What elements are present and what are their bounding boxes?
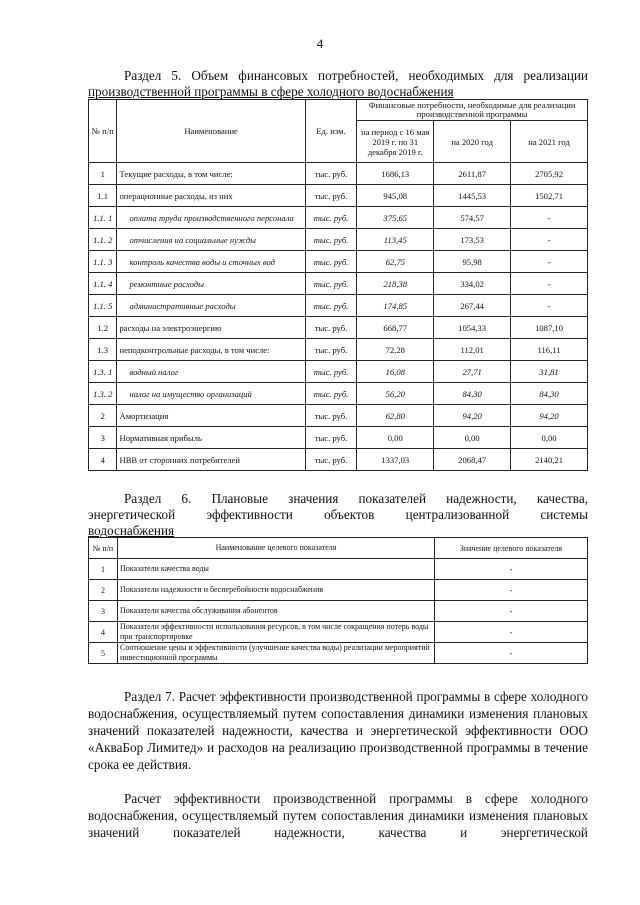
row-unit: тыс. руб. [305,427,357,449]
section-6-title-line3: водоснабжения [88,523,175,538]
table-header-row [89,100,588,121]
row-value-2019: 218,38 [357,273,434,295]
section-6-title [88,491,588,539]
row-name: контроль качества воды и сточных вод [117,251,305,273]
row-value-2019: 62,80 [357,405,434,427]
closing-text: Расчет эффективности производственной программы в сфере холодного водоснабжения, осуществляемый путем сопоставления динамики изменения плановых значений показателей надежности, качества и энергетической [88,791,588,840]
table-row [89,427,588,449]
table-row [89,273,588,295]
row-value-2019: 174,85 [357,295,434,317]
row-name: Соотношение цены и эффективности (улучшение качества воды) реализации мероприятий инвестиционной программы [118,643,435,664]
table-row [89,580,588,601]
financial-needs-table [88,99,588,471]
table-row [89,449,588,471]
row-value-2020: 267,44 [434,295,511,317]
row-value-2020: 574,57 [434,207,511,229]
row-value-2019: 62,75 [357,251,434,273]
table-row [89,643,588,664]
row-unit: тыс. руб. [305,163,357,185]
row-num: 2 [89,580,118,601]
row-value-2020: 173,53 [434,229,511,251]
table-row [89,405,588,427]
row-num: 4 [89,622,118,643]
section-7-text: Раздел 7. Расчет эффективности производственной программы в сфере холодного водоснабжения, осуществляемый путем сопоставления динамики изменения плановых значений показателей надежности, качества и энергетической эффективности ООО «АкваБор Лимитед» и расходов на реализацию производственной программы в течение срока ее действия. [88,689,588,772]
row-value-2020: 27,71 [434,361,511,383]
row-num: 1.3. 2 [89,383,117,405]
row-value-2021: 2705,92 [511,163,588,185]
row-unit: тыс. руб. [305,295,357,317]
row-value-2019: 375,65 [357,207,434,229]
row-value-2021: 31,81 [511,361,588,383]
row-name: административные расходы [117,295,305,317]
row-value-2021: 84,30 [511,383,588,405]
row-num: 1.1. 4 [89,273,117,295]
row-value-2019: 668,77 [357,317,434,339]
section-5-title-line2: производственной программы в сфере холодного водоснабжения [88,84,454,99]
row-num: 3 [89,427,117,449]
row-num: 1.1. 2 [89,229,117,251]
row-num: 3 [89,601,118,622]
table-row [89,601,588,622]
header-num: № п/п [89,100,117,163]
row-value-2021: - [511,295,588,317]
table-row [89,622,588,643]
row-unit: тыс. руб. [305,317,357,339]
table-row [89,229,588,251]
row-value-2019: 0,00 [357,427,434,449]
row-name: Текущие расходы, в том числе: [117,163,305,185]
section-5-title-line1: Раздел 5. Объем финансовых потребностей, необходимых для реализации [124,68,588,83]
header-group: Финансовые потребности, необходимые для реализации производственной программы [357,100,588,121]
row-num: 5 [89,643,118,664]
row-value-2021: 116,11 [511,339,588,361]
row-value: - [435,580,588,601]
row-value: - [435,643,588,664]
row-value-2020: 84,30 [434,383,511,405]
row-name: налог на имущество организаций [117,383,305,405]
row-num: 1.1. 1 [89,207,117,229]
row-num: 1 [89,163,117,185]
table-row [89,317,588,339]
row-num: 1 [89,559,118,580]
row-unit: тыс. руб. [305,339,357,361]
row-value-2021: 94,20 [511,405,588,427]
row-num: 1.3. 1 [89,361,117,383]
row-value-2020: 0,00 [434,427,511,449]
row-value-2020: 1054,33 [434,317,511,339]
table-header-row [89,538,588,559]
row-name: неподконтрольные расходы, в том числе: [117,339,305,361]
row-num: 1.1. 5 [89,295,117,317]
row-name: операционные расходы, из них [117,185,305,207]
header-col-2020: на 2020 год [434,121,511,163]
table-row [89,207,588,229]
table-row [89,295,588,317]
section-7-paragraph [88,688,588,773]
row-name: расходы на электроэнергию [117,317,305,339]
row-value-2020: 1445,53 [434,185,511,207]
row-value: - [435,622,588,643]
row-name: водный налог [117,361,305,383]
row-value-2019: 72,28 [357,339,434,361]
row-name: НВВ от сторонних потребителей [117,449,305,471]
row-value-2019: 16,08 [357,361,434,383]
row-unit: тыс. руб. [305,207,357,229]
row-value-2021: 0,00 [511,427,588,449]
row-name: ремонтные расходы [117,273,305,295]
header-name: Наименование [117,100,305,163]
row-name: Показатели качества воды [118,559,435,580]
row-value: - [435,559,588,580]
row-value-2019: 1686,13 [357,163,434,185]
row-unit: тыс. руб. [305,383,357,405]
row-value-2021: 1087,10 [511,317,588,339]
row-value-2021: - [511,273,588,295]
row-name: Показатели надежности и бесперебойности водоснабжения [118,580,435,601]
row-value-2020: 2068,47 [434,449,511,471]
table-row [89,163,588,185]
row-name: отчисления на социальные нужды [117,229,305,251]
row-value-2020: 334,02 [434,273,511,295]
row-unit: тыс. руб. [305,229,357,251]
row-value-2019: 1337,03 [357,449,434,471]
row-value-2020: 2611,87 [434,163,511,185]
row-name: Показатели эффективности использования ресурсов, в том числе сокращения потерь воды при транспортировке [118,622,435,643]
section-6-title-line2: энергетической эффективности объектов централизованной системы [88,507,588,522]
row-value-2020: 94,20 [434,405,511,427]
row-value-2021: - [511,251,588,273]
row-value-2019: 945,08 [357,185,434,207]
table-row [89,361,588,383]
header-col-2021: на 2021 год [511,121,588,163]
row-value: - [435,601,588,622]
row-value-2021: 1502,71 [511,185,588,207]
row-value-2019: 56,20 [357,383,434,405]
table-row [89,339,588,361]
row-name: Показатели качества обслуживания абонентов [118,601,435,622]
row-unit: тыс. руб. [305,185,357,207]
section-5-title [88,68,588,100]
row-unit: тыс. руб. [305,251,357,273]
row-unit: тыс. руб. [305,361,357,383]
table-row [89,185,588,207]
table-row [89,383,588,405]
row-value-2020: 112,01 [434,339,511,361]
row-num: 1.1 [89,185,117,207]
closing-paragraph [88,790,588,841]
row-num: 2 [89,405,117,427]
header-num: № п/п [89,538,118,559]
section-6-title-line1: Раздел 6. Плановые значения показателей надежности, качества, [124,491,588,506]
row-value-2021: 2140,21 [511,449,588,471]
row-num: 1.3 [89,339,117,361]
row-unit: тыс. руб. [305,405,357,427]
target-indicators-table [88,537,588,664]
row-value-2019: 113,45 [357,229,434,251]
page-number: 4 [316,36,324,51]
row-num: 1.2 [89,317,117,339]
table-row [89,559,588,580]
row-unit: тыс. руб. [305,273,357,295]
row-unit: тыс. руб. [305,449,357,471]
row-value-2021: - [511,229,588,251]
row-name: оплата труда производственного персонала [117,207,305,229]
row-num: 4 [89,449,117,471]
header-col-2019: на период с 16 мая 2019 г. по 31 декабря 2019 г. [357,121,434,163]
header-unit: Ед. изм. [305,100,357,163]
row-name: Амортизация [117,405,305,427]
row-num: 1.1. 3 [89,251,117,273]
header-value: Значение целевого показателя [435,538,588,559]
row-value-2020: 95,98 [434,251,511,273]
table-row [89,251,588,273]
header-name: Наименование целевого показателя [118,538,435,559]
row-name: Нормативная прибыль [117,427,305,449]
row-value-2021: - [511,207,588,229]
